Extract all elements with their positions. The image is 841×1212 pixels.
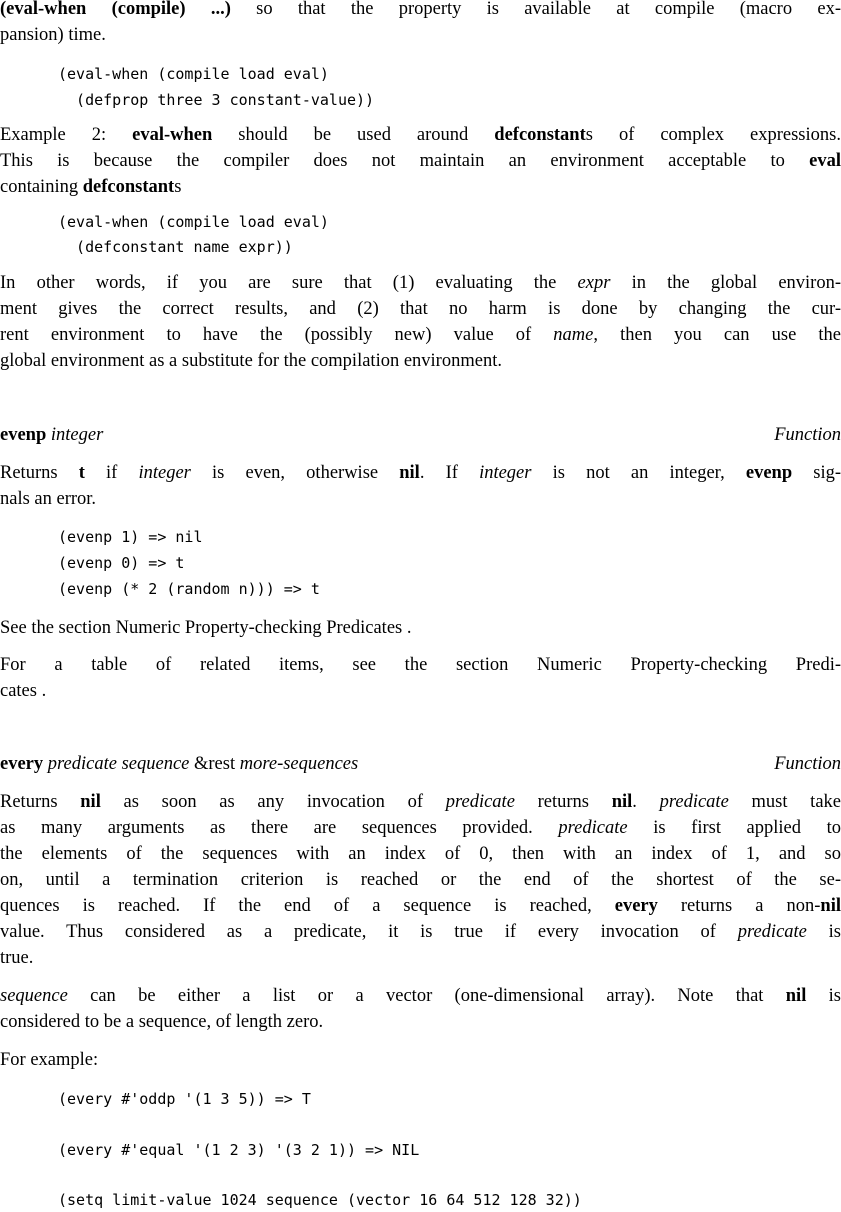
text-line: quences is reached. If the end of a sequence is reached, every returns a non-nil bbox=[0, 896, 841, 916]
text-line: sequence can be either a list or a vector (one-dimensional array). Note that nil is bbox=[0, 986, 841, 1006]
text-line: pansion) time. bbox=[0, 25, 106, 45]
code-line: (defprop three 3 constant-value)) bbox=[58, 91, 375, 109]
code-line: (eval-when (compile load eval) bbox=[58, 65, 329, 83]
entry-kind: Function bbox=[774, 754, 841, 774]
text-line: global environment as a substitute for the compilation environment. bbox=[0, 351, 502, 371]
function-heading-evenp: evenp integer Function bbox=[0, 422, 841, 448]
text-line: the elements of the sequences with an index of 0, then with an index of 1, and so bbox=[0, 844, 841, 864]
code-line: (defconstant name expr)) bbox=[58, 238, 293, 256]
text-line: Returns t if integer is even, otherwise nil. If integer is not an integer, evenp sig- bbox=[0, 463, 841, 483]
text-line: value. Thus considered as a predicate, it is true if every invocation of predicate is bbox=[0, 922, 841, 942]
code-line: (setq limit-value 1024 sequence (vector 16 64 512 128 32)) bbox=[58, 1191, 582, 1209]
text-line: true. bbox=[0, 948, 34, 968]
code-line: (eval-when (compile load eval) bbox=[58, 213, 329, 231]
text-line: Returns nil as soon as any invocation of predicate returns nil. predicate must take bbox=[0, 792, 841, 812]
function-heading-every: every predicate sequence &rest more-sequences Function bbox=[0, 751, 841, 777]
text-line: For example: bbox=[0, 1050, 99, 1070]
text-line: Example 2: eval-when should be used around defconstants of complex expressions. bbox=[0, 125, 841, 145]
text-line: on, until a termination criterion is reached or the end of the shortest of the se- bbox=[0, 870, 841, 890]
code-line: (evenp 1) => nil bbox=[58, 528, 203, 546]
text-line: This is because the compiler does not maintain an environment acceptable to eval bbox=[0, 151, 841, 171]
text-line: nals an error. bbox=[0, 489, 97, 509]
entry-kind: Function bbox=[774, 425, 841, 445]
text-line: For a table of related items, see the section Numeric Property-checking Predi- bbox=[0, 655, 841, 675]
code-line: (evenp 0) => t bbox=[58, 554, 185, 572]
see-also: See the section Numeric Property-checking Predicates . bbox=[0, 618, 412, 638]
code-line: (evenp (* 2 (random n))) => t bbox=[58, 580, 320, 598]
text-line: In other words, if you are sure that (1) evaluating the expr in the global environ- bbox=[0, 273, 841, 293]
text-line: as many arguments as there are sequences provided. predicate is first applied to bbox=[0, 818, 841, 838]
text-line: considered to be a sequence, of length zero. bbox=[0, 1012, 324, 1032]
code-line: (every #'oddp '(1 3 5)) => T bbox=[58, 1090, 311, 1108]
code-line: (every #'equal '(1 2 3) '(3 2 1)) => NIL bbox=[58, 1141, 420, 1159]
text-line: containing defconstants bbox=[0, 177, 182, 197]
text-line: (eval-when (compile) ...) so that the property is available at compile (macro ex- bbox=[0, 0, 841, 19]
text-line: rent environment to have the (possibly new) value of name, then you can use the bbox=[0, 325, 841, 345]
text-line: ment gives the correct results, and (2) that no harm is done by changing the cur- bbox=[0, 299, 841, 319]
text-line: cates . bbox=[0, 681, 47, 701]
